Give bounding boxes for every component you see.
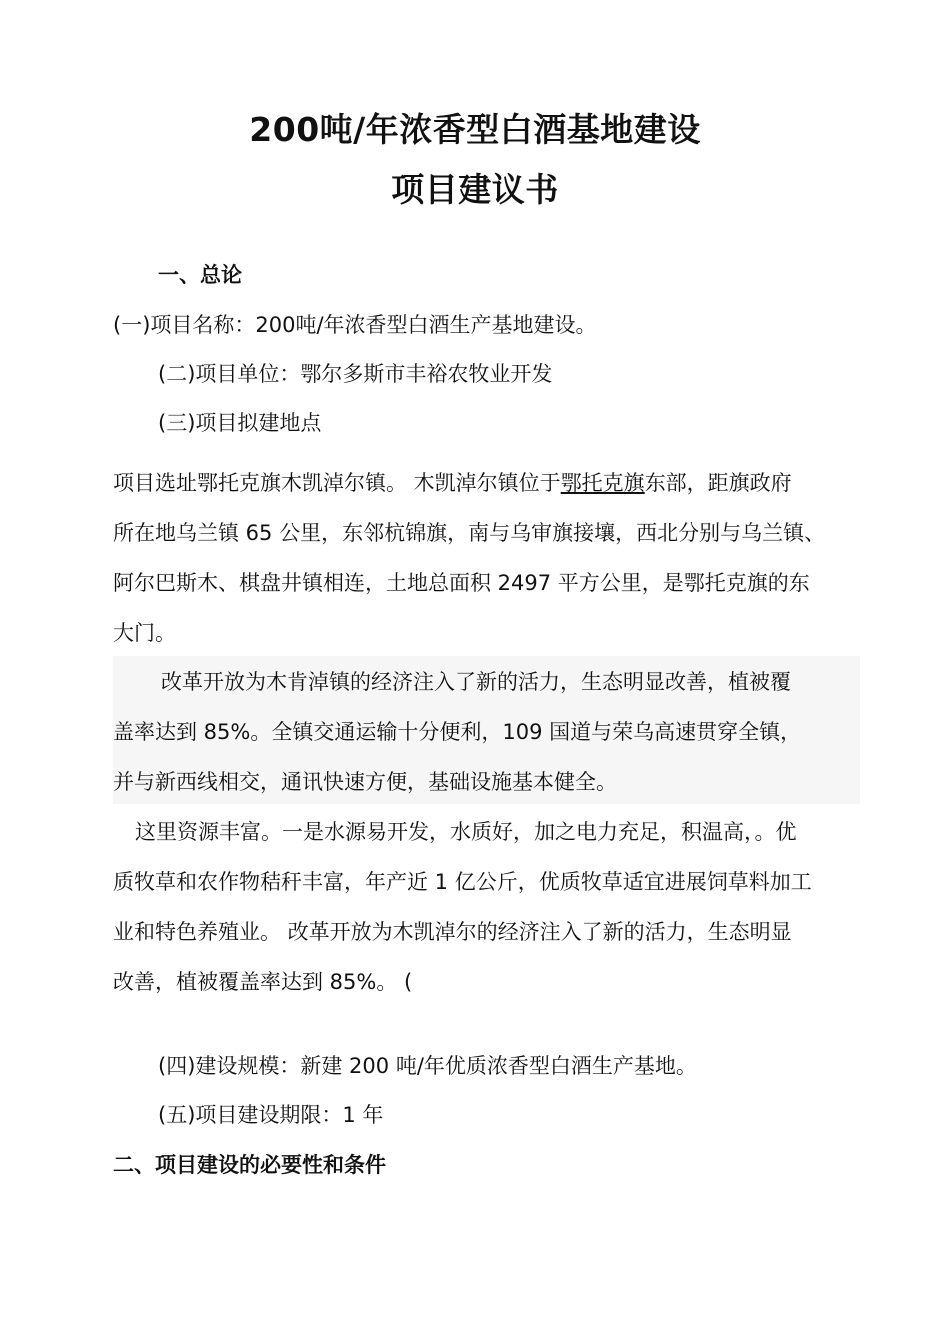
paragraph-line: 改善，植被覆盖率达到 85%。 ( — [113, 970, 413, 994]
paragraph-line: 盖率达到 85%。全镇交通运输十分便利，109 国道与荣乌高速贯穿全镇， — [113, 720, 802, 744]
section-heading-necessity: 二、项目建设的必要性和条件 — [113, 1153, 386, 1177]
paragraph-line: 改革开放为木肯淖镇的经济注入了新的活力，生态明显改善，植被覆 — [161, 670, 791, 694]
paragraph-line: 这里资源丰富。一是水源易开发，水质好，加之电力充足，积温高，。优 — [135, 820, 797, 844]
item-construction-period: (五)项目建设期限：1 年 — [158, 1103, 384, 1127]
paragraph-line: 质牧草和农作物秸秆丰富，年产近 1 亿公斤，优质牧草适宜进展饲草料加工 — [113, 870, 812, 894]
item-project-location: (三)项目拟建地点 — [158, 411, 322, 435]
paragraph-text: 项目选址鄂托克旗木凯淖尔镇。 木凯淖尔镇位于 — [113, 471, 561, 495]
document-title: 200吨/年浓香型白酒基地建设 — [249, 110, 701, 149]
section-heading-general: 一、总论 — [158, 263, 242, 287]
place-link[interactable]: 鄂托克旗 — [560, 471, 645, 495]
paragraph-line: 所在地乌兰镇 65 公里，东邻杭锦旗，南与乌审旗接壤，西北分别与乌兰镇、 — [113, 521, 826, 545]
paragraph-line: 业和特色养殖业。 改革开放为木凯淖尔的经济注入了新的活力，生态明显 — [113, 920, 792, 944]
item-project-name: (一)项目名称：200吨/年浓香型白酒生产基地建设。 — [113, 313, 597, 337]
paragraph-line: 并与新西线相交，通讯快速方便，基础设施基本健全。 — [113, 770, 617, 794]
paragraph-line: 阿尔巴斯木、棋盘井镇相连，土地总面积 2497 平方公里，是鄂托克旗的东 — [113, 571, 810, 595]
paragraph-location-line — [113, 470, 792, 496]
paragraph-line: 大门。 — [113, 621, 176, 645]
item-construction-scale: (四)建设规模：新建 200 吨/年优质浓香型白酒生产基地。 — [158, 1054, 697, 1078]
document-subtitle: 项目建议书 — [391, 170, 559, 209]
paragraph-text: 东部，距旗政府 — [644, 471, 792, 495]
item-project-unit: (二)项目单位：鄂尔多斯市丰裕农牧业开发 — [158, 362, 553, 386]
